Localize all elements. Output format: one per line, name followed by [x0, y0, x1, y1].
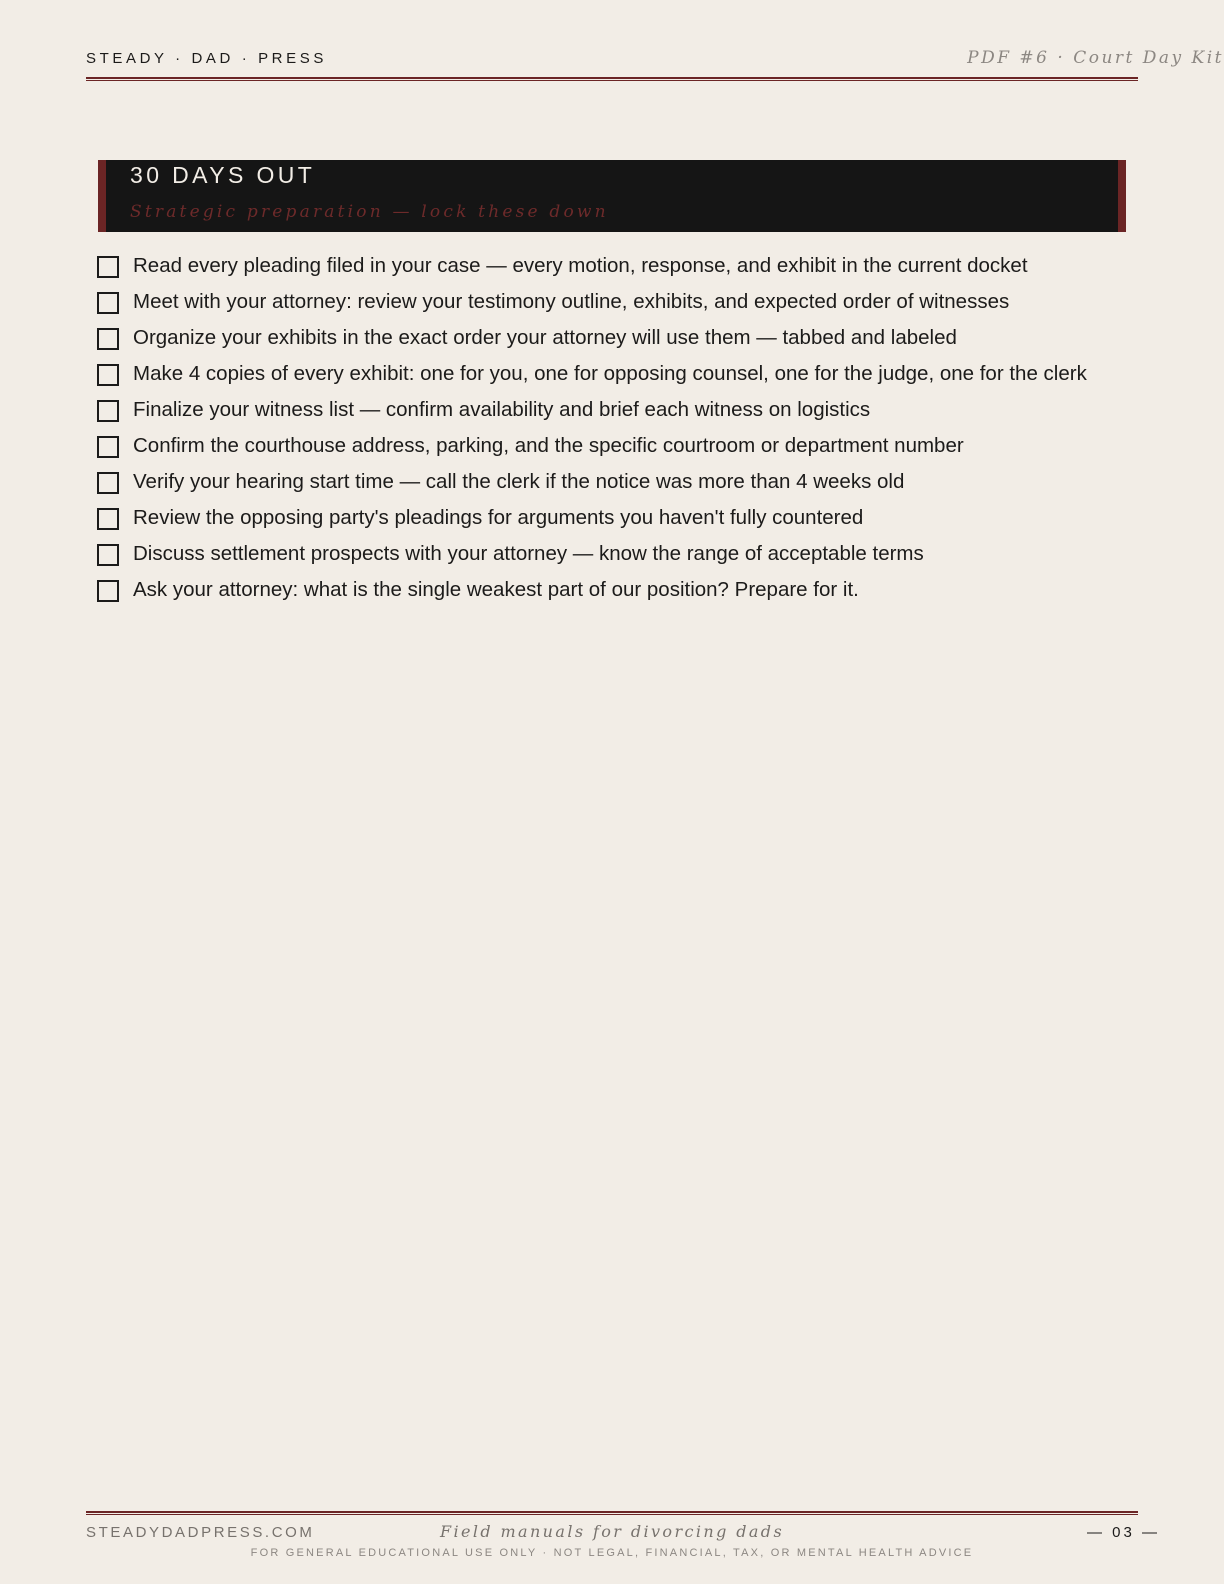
footer-divider — [86, 1511, 1138, 1515]
checklist-item-text: Meet with your attorney: review your testimony outline, exhibits, and expected order of witnesses — [133, 290, 1010, 313]
checkbox[interactable] — [97, 400, 119, 422]
checkbox[interactable] — [97, 364, 119, 386]
checklist-item — [97, 432, 1107, 460]
checklist-item — [97, 576, 1107, 604]
checklist-item-text: Finalize your witness list — confirm availability and brief each witness on logistics — [133, 398, 871, 421]
checklist — [97, 252, 1107, 612]
page-header — [86, 50, 1224, 70]
document-label: PDF #6 · Court Day Kit — [967, 48, 1224, 68]
checklist-item-text: Verify your hearing start time — call the clerk if the notice was more than 4 weeks old — [133, 470, 905, 493]
checkbox[interactable] — [97, 256, 119, 278]
checklist-item — [97, 540, 1107, 568]
section-header — [98, 160, 1126, 232]
section-subtitle: Strategic preparation — lock these down — [130, 202, 609, 222]
checkbox[interactable] — [97, 508, 119, 530]
checkbox[interactable] — [97, 436, 119, 458]
checklist-item-text: Organize your exhibits in the exact order your attorney will use them — tabbed and labeled — [133, 326, 957, 349]
checklist-item-text: Make 4 copies of every exhibit: one for you, one for opposing counsel, one for the judge, one for the clerk — [133, 362, 1087, 385]
checkbox[interactable] — [97, 580, 119, 602]
checkbox[interactable] — [97, 472, 119, 494]
checklist-item — [97, 324, 1107, 352]
footer-tagline: Field manuals for divorcing dads — [439, 1522, 785, 1541]
checklist-item — [97, 468, 1107, 496]
checklist-item-text: Confirm the courthouse address, parking, and the specific courtroom or department number — [133, 434, 964, 457]
checklist-item-text: Ask your attorney: what is the single weakest part of our position? Prepare for it. — [133, 578, 859, 601]
checklist-item-text: Discuss settlement prospects with your attorney — know the range of acceptable terms — [133, 542, 924, 565]
checkbox[interactable] — [97, 328, 119, 350]
footer-disclaimer: FOR GENERAL EDUCATIONAL USE ONLY · NOT LEGAL, FINANCIAL, TAX, OR MENTAL HEALTH ADVICE — [250, 1547, 974, 1559]
checklist-item-text: Read every pleading filed in your case — every motion, response, and exhibit in the current docket — [133, 254, 1028, 277]
checklist-item — [97, 504, 1107, 532]
checklist-item — [97, 288, 1107, 316]
checklist-item — [97, 396, 1107, 424]
page-number: — 03 — — [1086, 1524, 1160, 1541]
header-divider — [86, 77, 1138, 81]
footer-site-url: STEADYDADPRESS.COM — [86, 1524, 315, 1541]
checkbox[interactable] — [97, 292, 119, 314]
checkbox[interactable] — [97, 544, 119, 566]
brand-name: STEADY · DAD · PRESS — [86, 50, 327, 67]
checklist-item — [97, 360, 1107, 388]
section-title: 30 DAYS OUT — [130, 162, 316, 188]
checklist-item-text: Review the opposing party's pleadings for arguments you haven't fully countered — [133, 506, 864, 529]
checklist-item — [97, 252, 1107, 280]
